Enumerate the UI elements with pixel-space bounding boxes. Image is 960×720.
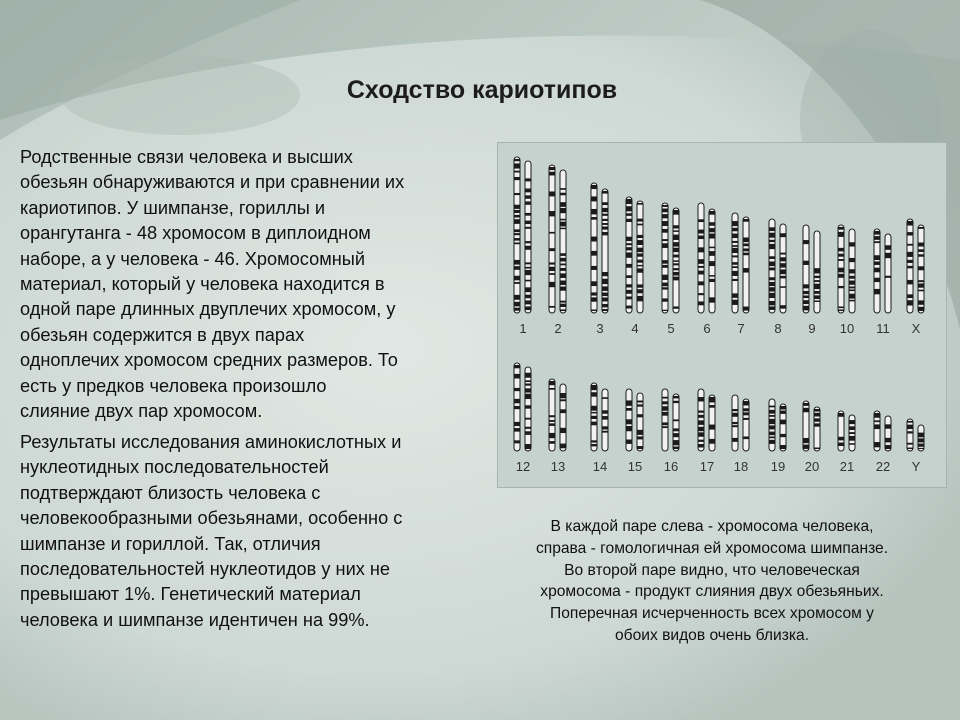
chromosome-chimpanzee: [709, 395, 715, 451]
chromosome-chimpanzee: [849, 415, 855, 451]
chromosome-number-label: 16: [663, 459, 679, 474]
chromosome-number-label: 15: [627, 459, 643, 474]
chromosome-chimpanzee: [814, 407, 820, 451]
chromosome-number-label: 9: [808, 321, 816, 336]
chromosome-human: [698, 203, 704, 313]
chromosome-human: [591, 383, 597, 451]
chromosome-number-label: 18: [733, 459, 749, 474]
chromosome-chimpanzee: [525, 367, 531, 451]
chromosome-human: [626, 389, 632, 451]
chromosome-chimpanzee: [560, 170, 566, 313]
chromosome-number-label: 10: [839, 321, 855, 336]
chromosome-number-label: 8: [774, 321, 782, 336]
chromosome-human: [591, 183, 597, 313]
chromosome-human: [874, 229, 880, 313]
karyotype-panel: [497, 142, 947, 488]
chromosome-number-label: X: [911, 321, 921, 336]
chromosome-human: [803, 225, 809, 313]
chromosome-human: [803, 401, 809, 451]
chromosome-number-label: 17: [699, 459, 715, 474]
intro-paragraph: Родственные связи человека и высших обезьян обнаруживаются и при сравнении их кариотипов. У шимпанзе, гориллы и орангутанга - 48 хромосом в диплоидном наборе, а у человека - 46. Хромосомный материал, который у человека находится в одной паре длинных двуплечих хромосом, у обезьян содержится в двух парах одноплечих хромосом средних размеров. То есть у предков человека произошло слияние двух пар хромосом.: [20, 147, 405, 422]
chromosome-chimpanzee: [885, 234, 891, 313]
chromosome-number-label: 1: [519, 321, 527, 336]
chromosome-chimpanzee: [743, 399, 749, 451]
chromosome-chimpanzee: [602, 189, 608, 313]
chromosome-human: [769, 219, 775, 313]
chromosome-chimpanzee: [780, 404, 786, 451]
chromosome-number-label: 20: [804, 459, 820, 474]
chromosome-number-label: 2: [554, 321, 562, 336]
chromosome-chimpanzee: [637, 201, 643, 313]
research-paragraph: Результаты исследования аминокислотных и нуклеотидных последовательностей подтверждают близость человека с человекообразными обезьянами, особенно с шимпанзе и гориллой. Так, отличия последовательностей нуклеотидов у них не превышают 1%. Генетический материал человека и шимпанзе идентичен на 99%.: [20, 432, 403, 630]
chromosome-human: [626, 197, 632, 313]
chromosome-human: [662, 203, 668, 313]
chromosome-number-label: 11: [876, 321, 890, 336]
chromosome-number-label: 5: [667, 321, 675, 336]
slide-title: Сходство кариотипов: [346, 76, 618, 104]
chromosome-number-label: 3: [596, 321, 604, 336]
chromosome-chimpanzee: [849, 229, 855, 313]
karyotype-figure: [498, 143, 948, 489]
chromosome-human: [907, 219, 913, 313]
chromosome-human: [907, 419, 913, 451]
chromosome-chimpanzee: [673, 208, 679, 313]
chromosome-human: [874, 411, 880, 451]
chromosome-human: [549, 379, 555, 451]
chromosome-human: [549, 165, 555, 313]
chromosome-chimpanzee: [709, 209, 715, 313]
chromosome-human: [514, 157, 520, 313]
chromosome-chimpanzee: [602, 389, 608, 451]
chromosome-number-label: 21: [839, 459, 855, 474]
chromosome-human: [732, 213, 738, 313]
chromosome-human: [769, 399, 775, 451]
chromosome-human: [838, 225, 844, 313]
chromosome-human: [514, 363, 520, 451]
chromosome-number-label: 12: [515, 459, 531, 474]
chromosome-number-label: 19: [770, 459, 786, 474]
chromosome-chimpanzee: [525, 161, 531, 313]
chromosome-human: [698, 389, 704, 451]
chromosome-chimpanzee: [673, 394, 679, 451]
chromosome-chimpanzee: [560, 384, 566, 451]
chromosome-chimpanzee: [637, 393, 643, 451]
chromosome-number-label: 4: [631, 321, 639, 336]
figure-caption: В каждой паре слева - хромосома человека, справа - гомологичная ей хромосома шимпанзе. Во второй паре видно, что человеческая хромосома - продукт слияния двух обезьяньих. Поперечная исчерченность всех хромосом у обоих видов очень близка.: [535, 518, 889, 644]
chromosome-number-label: 7: [737, 321, 745, 336]
chromosome-chimpanzee: [814, 231, 820, 313]
chromosome-chimpanzee: [918, 425, 924, 451]
chromosome-human: [732, 395, 738, 451]
chromosome-number-label: 6: [703, 321, 711, 336]
chromosome-chimpanzee: [780, 224, 786, 313]
chromosome-chimpanzee: [743, 217, 749, 313]
chromosome-chimpanzee: [885, 416, 891, 451]
chromosome-human: [662, 389, 668, 451]
chromosome-human: [838, 411, 844, 451]
chromosome-number-label: 13: [550, 459, 566, 474]
chromosome-chimpanzee: [918, 225, 924, 313]
chromosome-number-label: 14: [592, 459, 608, 474]
chromosome-number-label: Y: [911, 459, 921, 474]
chromosome-number-label: 22: [875, 459, 891, 474]
